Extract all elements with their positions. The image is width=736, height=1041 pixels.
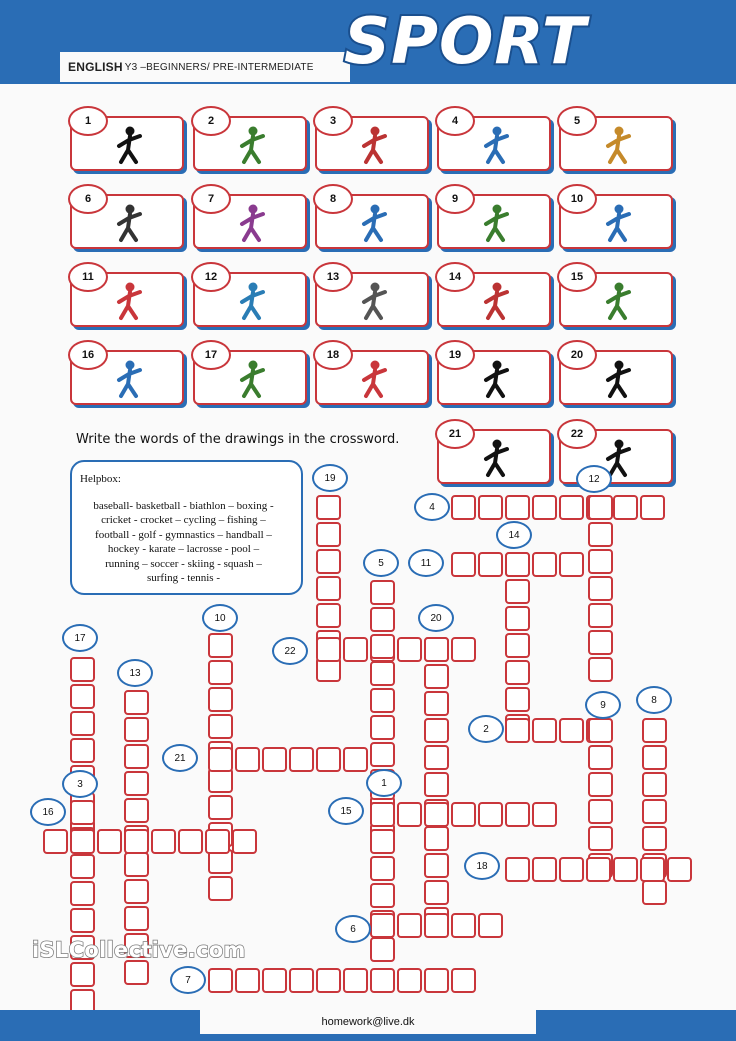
card-number: 18 <box>313 340 353 370</box>
crossword-cell[interactable] <box>370 913 395 938</box>
crossword-cell[interactable] <box>232 829 257 854</box>
crossword-cell[interactable] <box>505 718 530 743</box>
crossword-cell[interactable] <box>70 854 95 879</box>
crossword-cell[interactable] <box>642 826 667 851</box>
crossword-cell[interactable] <box>370 883 395 908</box>
picture-card <box>437 194 551 249</box>
card-number: 16 <box>68 340 108 370</box>
crossword-cell[interactable] <box>262 747 287 772</box>
course-subtitle <box>60 52 350 82</box>
crossword-cell[interactable] <box>505 660 530 685</box>
clue-number: 9 <box>585 691 621 719</box>
crossword-cell[interactable] <box>532 552 557 577</box>
crossword-cell[interactable] <box>424 691 449 716</box>
crossword-cell[interactable] <box>640 857 665 882</box>
crossword-cell[interactable] <box>343 637 368 662</box>
crossword-cell[interactable] <box>588 603 613 628</box>
card-number: 4 <box>435 106 475 136</box>
clue-number: 7 <box>170 966 206 994</box>
picture-card <box>559 116 673 171</box>
crossword-cell[interactable] <box>588 495 613 520</box>
card-number: 19 <box>435 340 475 370</box>
clue-number: 4 <box>414 493 450 521</box>
crossword-cell[interactable] <box>70 657 95 682</box>
picture-card <box>559 350 673 405</box>
crossword-cell[interactable] <box>316 495 341 520</box>
crossword-cell[interactable] <box>70 684 95 709</box>
crossword-cell[interactable] <box>370 802 395 827</box>
crossword-cell[interactable] <box>588 772 613 797</box>
level-label: Y3 –BEGINNERS/ PRE-INTERMEDIATE <box>124 61 314 73</box>
crossword-cell[interactable] <box>235 968 260 993</box>
crossword-cell[interactable] <box>424 772 449 797</box>
crossword-cell[interactable] <box>424 826 449 851</box>
crossword-cell[interactable] <box>613 495 638 520</box>
card-number: 13 <box>313 262 353 292</box>
crossword-cell[interactable] <box>208 876 233 901</box>
instruction-text: Write the words of the drawings in the crossword. <box>76 432 400 447</box>
crossword-cell[interactable] <box>70 881 95 906</box>
clue-number: 15 <box>328 797 364 825</box>
crossword-cell[interactable] <box>451 968 476 993</box>
crossword-cell[interactable] <box>588 549 613 574</box>
clue-number: 13 <box>117 659 153 687</box>
crossword-cell[interactable] <box>205 829 230 854</box>
picture-card <box>315 194 429 249</box>
card-number: 22 <box>557 419 597 449</box>
crossword-cell[interactable] <box>370 937 395 962</box>
crossword-cell[interactable] <box>588 522 613 547</box>
crossword-cell[interactable] <box>505 633 530 658</box>
crossword-cell[interactable] <box>478 913 503 938</box>
clue-number: 2 <box>468 715 504 743</box>
crossword-cell[interactable] <box>397 968 422 993</box>
crossword-cell[interactable] <box>424 913 449 938</box>
crossword-cell[interactable] <box>208 687 233 712</box>
crossword-cell[interactable] <box>70 962 95 987</box>
crossword-cell[interactable] <box>370 580 395 605</box>
picture-card <box>437 429 551 484</box>
crossword-cell[interactable] <box>397 802 422 827</box>
watermark-logo: iSLCollective.com <box>32 938 246 962</box>
crossword-cell[interactable] <box>370 968 395 993</box>
picture-card <box>70 116 184 171</box>
helpbox-line: hockey - karate – lacrosse - pool – <box>107 543 260 555</box>
clue-number: 10 <box>202 604 238 632</box>
card-number: 6 <box>68 184 108 214</box>
card-number: 1 <box>68 106 108 136</box>
clue-number: 16 <box>30 798 66 826</box>
footer-email: homework@live.dk <box>200 1010 536 1034</box>
page-title: SPORT <box>344 5 587 79</box>
crossword-cell[interactable] <box>370 688 395 713</box>
crossword-cell[interactable] <box>208 747 233 772</box>
crossword-cell[interactable] <box>559 552 584 577</box>
crossword-cell[interactable] <box>124 879 149 904</box>
crossword-cell[interactable] <box>613 857 638 882</box>
picture-card <box>193 194 307 249</box>
helpbox-title: Helpbox: <box>80 473 121 485</box>
picture-card <box>70 272 184 327</box>
crossword-cell[interactable] <box>124 717 149 742</box>
crossword-cell[interactable] <box>208 714 233 739</box>
crossword-cell[interactable] <box>289 968 314 993</box>
crossword-cell[interactable] <box>505 857 530 882</box>
clue-number: 6 <box>335 915 371 943</box>
crossword-cell[interactable] <box>451 552 476 577</box>
crossword-cell[interactable] <box>642 772 667 797</box>
picture-card <box>315 272 429 327</box>
crossword-cell[interactable] <box>559 495 584 520</box>
crossword-cell[interactable] <box>70 908 95 933</box>
crossword-cell[interactable] <box>316 637 341 662</box>
clue-number: 22 <box>272 637 308 665</box>
crossword-cell[interactable] <box>642 799 667 824</box>
card-number: 11 <box>68 262 108 292</box>
crossword-cell[interactable] <box>370 715 395 740</box>
crossword-cell[interactable] <box>424 637 449 662</box>
crossword-cell[interactable] <box>316 549 341 574</box>
crossword-cell[interactable] <box>642 745 667 770</box>
crossword-cell[interactable] <box>424 664 449 689</box>
crossword-cell[interactable] <box>70 711 95 736</box>
picture-card <box>559 272 673 327</box>
crossword-cell[interactable] <box>588 630 613 655</box>
crossword-cell[interactable] <box>478 552 503 577</box>
helpbox-line: football - golf - gymnastics – handball – <box>95 528 272 541</box>
crossword-cell[interactable] <box>370 661 395 686</box>
crossword-cell[interactable] <box>208 968 233 993</box>
crossword-cell[interactable] <box>70 829 95 854</box>
crossword-cell[interactable] <box>208 660 233 685</box>
crossword-cell[interactable] <box>178 829 203 854</box>
crossword-cell[interactable] <box>397 637 422 662</box>
crossword-cell[interactable] <box>642 718 667 743</box>
crossword-cell[interactable] <box>316 968 341 993</box>
crossword-cell[interactable] <box>505 687 530 712</box>
card-number: 14 <box>435 262 475 292</box>
picture-card <box>437 272 551 327</box>
picture-card <box>437 350 551 405</box>
card-number: 7 <box>191 184 231 214</box>
crossword-cell[interactable] <box>451 913 476 938</box>
crossword-cell[interactable] <box>588 826 613 851</box>
card-number: 20 <box>557 340 597 370</box>
clue-number: 20 <box>418 604 454 632</box>
clue-number: 19 <box>312 464 348 492</box>
crossword-cell[interactable] <box>124 829 149 854</box>
clue-number: 14 <box>496 521 532 549</box>
crossword-cell[interactable] <box>478 802 503 827</box>
clue-number: 5 <box>363 549 399 577</box>
crossword-cell[interactable] <box>208 795 233 820</box>
card-number: 9 <box>435 184 475 214</box>
crossword-cell[interactable] <box>370 829 395 854</box>
crossword-cell[interactable] <box>505 495 530 520</box>
crossword-cell[interactable] <box>124 771 149 796</box>
card-number: 2 <box>191 106 231 136</box>
crossword-cell[interactable] <box>124 852 149 877</box>
crossword-cell[interactable] <box>424 718 449 743</box>
crossword-cell[interactable] <box>588 745 613 770</box>
crossword-cell[interactable] <box>588 657 613 682</box>
crossword-cell[interactable] <box>70 800 95 825</box>
picture-card <box>70 194 184 249</box>
crossword-cell[interactable] <box>370 742 395 767</box>
crossword-cell[interactable] <box>424 853 449 878</box>
crossword-cell[interactable] <box>70 738 95 763</box>
picture-card <box>315 350 429 405</box>
card-number: 17 <box>191 340 231 370</box>
helpbox-line: baseball- basketball - biathlon – boxing - <box>93 499 274 512</box>
clue-number: 11 <box>408 549 444 577</box>
crossword-cell[interactable] <box>451 495 476 520</box>
crossword-cell[interactable] <box>124 906 149 931</box>
crossword-cell[interactable] <box>370 607 395 632</box>
helpbox-words <box>80 499 293 586</box>
picture-card <box>193 350 307 405</box>
clue-number: 17 <box>62 624 98 652</box>
subject-label: ENGLISH <box>68 60 123 74</box>
clue-number: 1 <box>366 769 402 797</box>
picture-card <box>70 350 184 405</box>
card-number: 10 <box>557 184 597 214</box>
crossword-cell[interactable] <box>316 522 341 547</box>
card-number: 3 <box>313 106 353 136</box>
crossword-cell[interactable] <box>532 718 557 743</box>
crossword-cell[interactable] <box>588 718 613 743</box>
crossword-cell[interactable] <box>43 829 68 854</box>
crossword-cell[interactable] <box>151 829 176 854</box>
picture-card <box>559 194 673 249</box>
crossword-cell[interactable] <box>532 857 557 882</box>
helpbox-line: cricket - crocket – cycling – fishing – <box>101 514 266 526</box>
crossword-cell[interactable] <box>478 495 503 520</box>
card-number: 15 <box>557 262 597 292</box>
crossword-cell[interactable] <box>532 495 557 520</box>
clue-number: 12 <box>576 465 612 493</box>
crossword-cell[interactable] <box>370 634 395 659</box>
card-number: 12 <box>191 262 231 292</box>
crossword-cell[interactable] <box>640 495 665 520</box>
crossword-cell[interactable] <box>424 880 449 905</box>
clue-number: 3 <box>62 770 98 798</box>
crossword-cell[interactable] <box>451 637 476 662</box>
crossword-cell[interactable] <box>642 880 667 905</box>
crossword-cell[interactable] <box>424 745 449 770</box>
clue-number: 21 <box>162 744 198 772</box>
picture-card <box>437 116 551 171</box>
crossword-cell[interactable] <box>124 744 149 769</box>
crossword-cell[interactable] <box>235 747 260 772</box>
picture-card <box>315 116 429 171</box>
clue-number: 8 <box>636 686 672 714</box>
crossword-cell[interactable] <box>124 960 149 985</box>
crossword-cell[interactable] <box>505 802 530 827</box>
card-number: 8 <box>313 184 353 214</box>
crossword-cell[interactable] <box>370 856 395 881</box>
crossword-cell[interactable] <box>208 633 233 658</box>
crossword-cell[interactable] <box>397 913 422 938</box>
crossword-cell[interactable] <box>505 606 530 631</box>
crossword-cell[interactable] <box>124 798 149 823</box>
crossword-cell[interactable] <box>559 857 584 882</box>
crossword-cell[interactable] <box>588 576 613 601</box>
crossword-cell[interactable] <box>451 802 476 827</box>
helpbox-line: running – soccer - skiing - squash – <box>105 557 262 570</box>
card-number: 21 <box>435 419 475 449</box>
crossword-cell[interactable] <box>505 552 530 577</box>
crossword-cell[interactable] <box>289 747 314 772</box>
helpbox <box>70 460 303 595</box>
crossword-cell[interactable] <box>424 968 449 993</box>
clue-number: 18 <box>464 852 500 880</box>
crossword-cell[interactable] <box>588 799 613 824</box>
crossword-cell[interactable] <box>343 747 368 772</box>
crossword-cell[interactable] <box>316 747 341 772</box>
crossword-cell[interactable] <box>343 968 368 993</box>
crossword-cell[interactable] <box>316 576 341 601</box>
crossword-cell[interactable] <box>559 718 584 743</box>
crossword-cell[interactable] <box>262 968 287 993</box>
picture-card <box>193 116 307 171</box>
crossword-cell[interactable] <box>97 829 122 854</box>
crossword-cell[interactable] <box>424 802 449 827</box>
crossword-cell[interactable] <box>586 857 611 882</box>
crossword-cell[interactable] <box>532 802 557 827</box>
crossword-cell[interactable] <box>316 603 341 628</box>
crossword-cell[interactable] <box>124 690 149 715</box>
crossword-cell[interactable] <box>667 857 692 882</box>
helpbox-line: surfing - tennis - <box>146 572 220 584</box>
crossword-cell[interactable] <box>505 579 530 604</box>
picture-card <box>193 272 307 327</box>
card-number: 5 <box>557 106 597 136</box>
